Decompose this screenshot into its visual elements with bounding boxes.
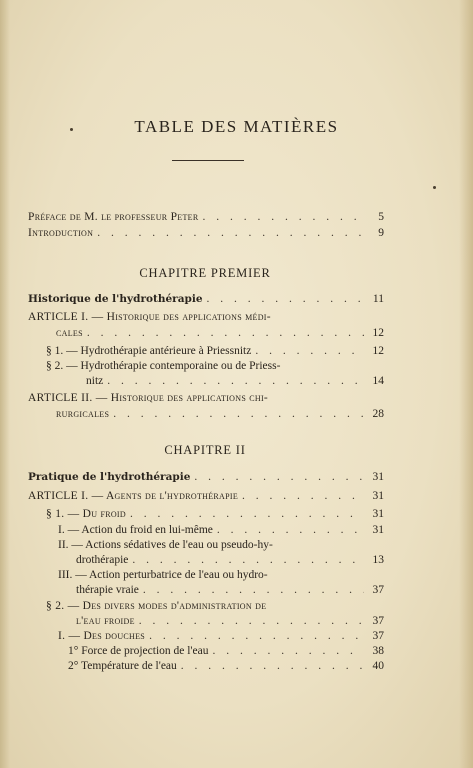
toc-subentry-line [58,538,414,553]
leader-dots [207,292,364,307]
toc-paragraph-line [46,599,402,614]
toc-entry-label: thérapie vraie [76,584,139,596]
toc-paragraph [46,507,384,522]
toc-entry-label: § 1. — Hydrothérapie antérieure à Priessnitz [46,345,252,357]
toc-article-continuation [56,326,384,341]
toc-entry-preface [28,210,384,225]
toc-section-label: Pratique de l'hydrothérapie [28,471,191,483]
leader-dots [139,614,364,629]
toc-subentry-continuation [76,553,384,568]
toc-article-line [28,310,384,325]
toc-entry-label: cales [56,327,83,339]
toc-section [28,292,384,307]
toc-entry-page: 37 [372,584,384,596]
toc-entry-label: § 1. — Du froid [46,508,126,520]
leader-dots [130,507,364,522]
toc-entry-page: 40 [372,660,384,672]
toc-entry-page: 12 [372,345,384,357]
toc-subentry [68,644,384,659]
leader-dots [217,523,364,538]
toc-subentry [58,523,384,538]
toc-entry-label: I. — Action du froid en lui-même [58,524,213,536]
page-edge-right [459,0,473,768]
toc-article-line [28,391,384,406]
toc-entry-introduction [28,226,384,241]
toc-article-label: ARTICLE I. — Historique des applications médi- [28,311,271,323]
toc-entry-page: 31 [372,508,384,520]
toc-entry-page: 9 [378,227,384,239]
leader-dots [143,583,364,598]
toc-section [28,470,384,485]
toc-entry-page: 12 [372,327,384,339]
leader-dots [132,553,364,568]
toc-entry-page: 37 [372,630,384,642]
toc-article [28,489,384,504]
leader-dots [87,326,364,341]
toc-entry-label: Introduction [28,227,94,239]
page-edge-left [0,0,10,768]
toc-subentry [58,629,384,644]
toc-entry-label: § 2. — Hydrothérapie contemporaine ou de Priess- [46,360,281,372]
title-rule [172,160,244,161]
toc-entry-label: I. — Des douches [58,630,146,642]
toc-entry-label: 2° Température de l'eau [68,660,177,672]
toc-entry-label: Préface de M. le professeur Peter [28,211,199,223]
toc-entry-page: 14 [372,375,384,387]
toc-entry-page: 31 [372,524,384,536]
toc-entry-page: 28 [372,408,384,420]
toc-entry-page: 13 [372,554,384,566]
toc-entry-page: 31 [372,471,384,483]
chapter-heading: CHAPITRE II [164,443,246,457]
toc-entry-label: drothérapie [76,554,129,566]
toc-entry-label: II. — Actions sédatives de l'eau ou pseudo-hy- [58,539,273,551]
leader-dots [113,407,364,422]
toc-entry-label: III. — Action perturbatrice de l'eau ou hydro- [58,569,268,581]
leader-dots [202,210,364,225]
toc-entry-page: 5 [378,211,384,223]
toc-entry-page: 38 [372,645,384,657]
page-title: TABLE DES MATIÈRES [134,117,339,136]
toc-entry-page: 11 [372,293,384,305]
toc-entry-label: § 2. — Des divers modes d'administration de [46,600,267,612]
toc-article-continuation [56,407,384,422]
toc-entry-label: rurgicales [56,408,110,420]
toc-entry-page: 37 [372,615,384,627]
toc-entry-page: 31 [372,490,384,502]
toc-entry-label: ARTICLE I. — Agents de l'hydrothérapie [28,490,239,502]
leader-dots [149,629,364,644]
leader-dots [255,344,364,359]
leader-dots [107,374,364,389]
toc-subentry [68,659,384,674]
toc-section-label: Historique de l'hydrothérapie [28,293,203,305]
toc-entry-label: nitz [86,375,104,387]
toc-subentry-continuation [76,583,384,598]
toc-entry-label: 1° Force de projection de l'eau [68,645,209,657]
toc-paragraph [46,344,384,359]
toc-article-label: ARTICLE II. — Historique des applications chi- [28,392,269,404]
toc-paragraph-line [46,359,402,374]
chapter-heading: CHAPITRE PREMIER [139,266,271,280]
leader-dots [242,489,364,504]
paper-speck [70,128,73,131]
paper-speck [433,186,436,189]
toc-subentry-line [58,568,414,583]
toc-entry-label: l'eau froide [76,615,135,627]
leader-dots [194,470,364,485]
toc-paragraph-continuation [76,614,384,629]
toc-paragraph-continuation [86,374,384,389]
leader-dots [181,659,364,674]
leader-dots [97,226,364,241]
leader-dots [212,644,364,659]
